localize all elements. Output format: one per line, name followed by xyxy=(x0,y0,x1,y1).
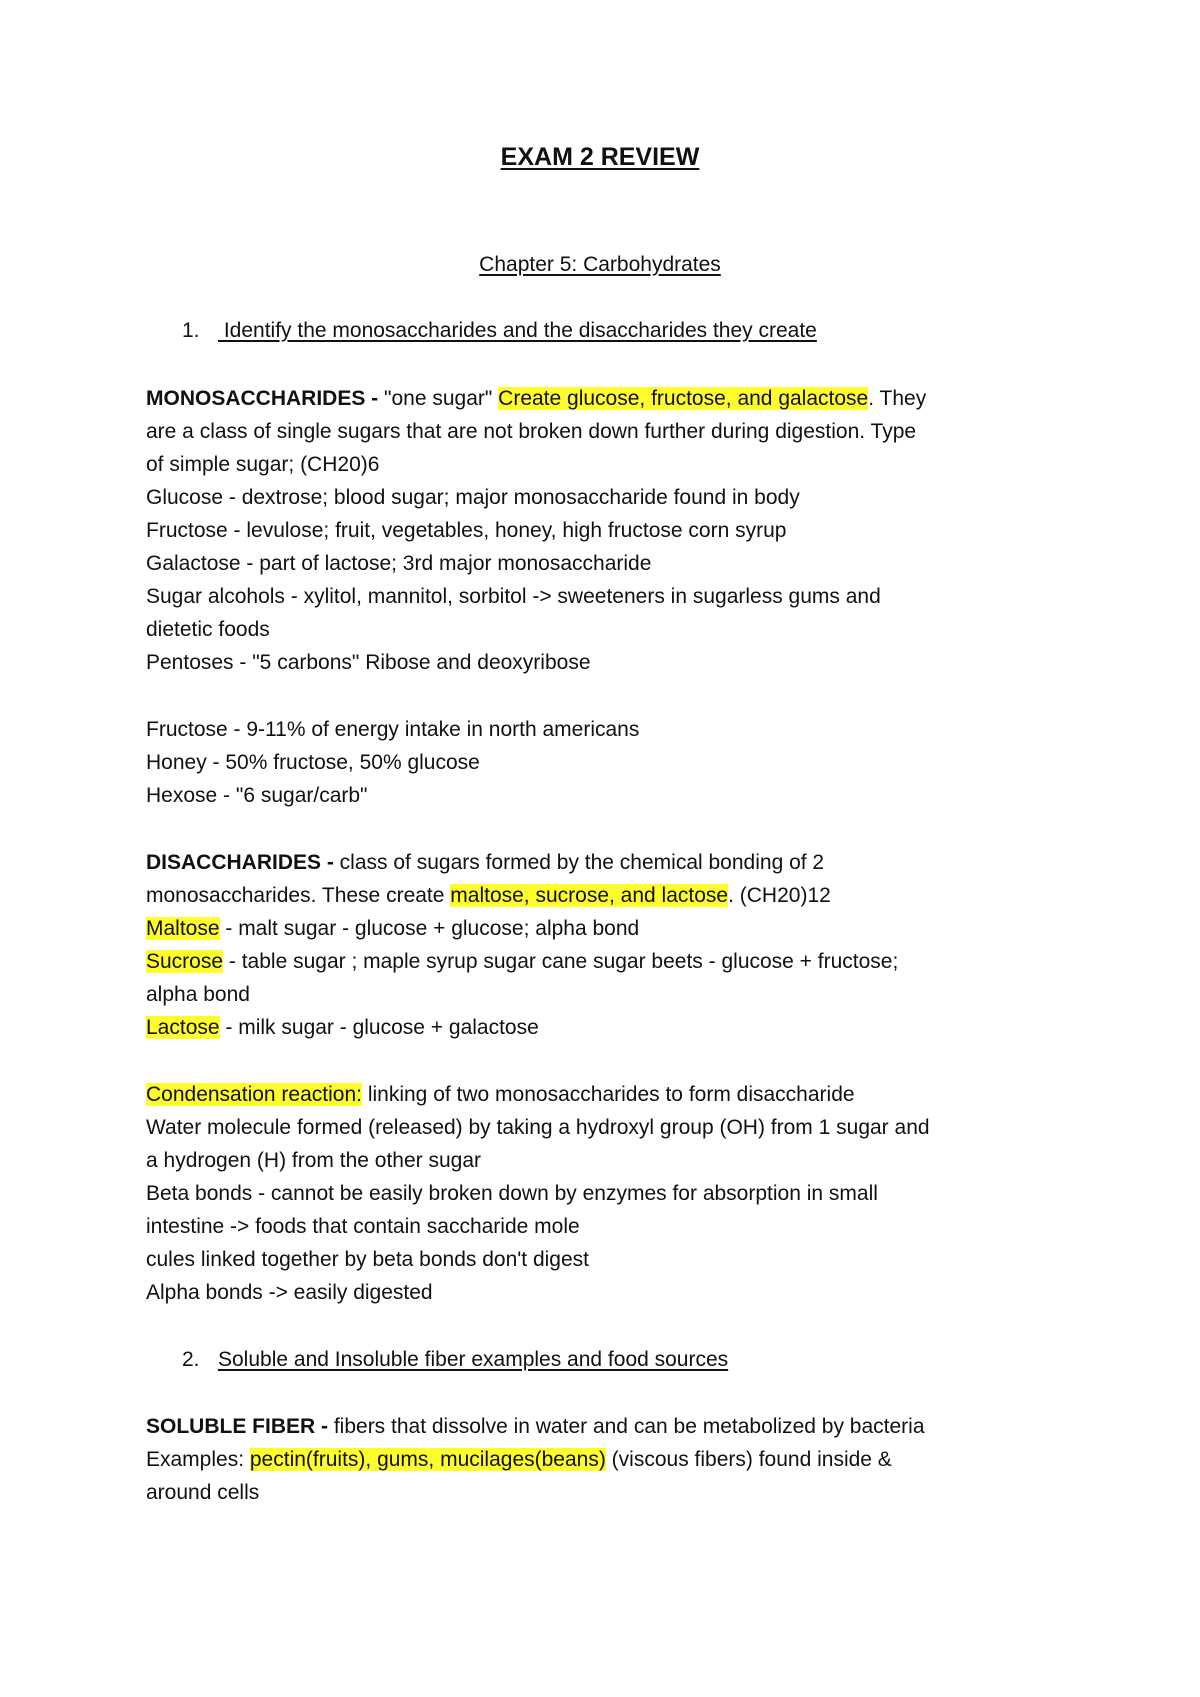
question-2: 2. Soluble and Insoluble fiber examples and food sources xyxy=(182,1348,729,1371)
di-line-sucrose: Sucrose - table sugar ; maple syrup sugar cane sugar beets - glucose + fructose; xyxy=(146,950,899,973)
mono-line-12: Hexose - "6 sugar/carb" xyxy=(146,784,368,807)
sol-heading: SOLUBLE FIBER - xyxy=(146,1415,328,1438)
mono-line-3: of simple sugar; (CH20)6 xyxy=(146,453,380,476)
cond-line-4: Beta bonds - cannot be easily broken down by enzymes for absorption in small xyxy=(146,1182,878,1205)
highlight: Condensation reaction: xyxy=(146,1083,362,1106)
cond-line-2: Water molecule formed (released) by taking a hydroxyl group (OH) from 1 sugar and xyxy=(146,1116,930,1139)
chapter-heading: Chapter 5: Carbohydrates xyxy=(479,253,721,276)
sol-line-1: SOLUBLE FIBER - fibers that dissolve in water and can be metabolized by bacteria xyxy=(146,1415,925,1438)
cond-line-7: Alpha bonds -> easily digested xyxy=(146,1281,433,1304)
di-line-2: monosaccharides. These create maltose, sucrose, and lactose. (CH20)12 xyxy=(146,884,831,907)
highlight: Lactose xyxy=(146,1016,220,1039)
sol-line-2: Examples: pectin(fruits), gums, mucilages(beans) (viscous fibers) found inside & xyxy=(146,1448,892,1471)
mono-line-10: Fructose - 9-11% of energy intake in north americans xyxy=(146,718,640,741)
question-1: 1. Identify the monosaccharides and the disaccharides they create xyxy=(182,319,817,342)
di-line-sucrose-2: alpha bond xyxy=(146,983,250,1006)
di-line-maltose: Maltose - malt sugar - glucose + glucose; alpha bond xyxy=(146,917,640,940)
mono-line-6: Galactose - part of lactose; 3rd major monosaccharide xyxy=(146,552,652,575)
mono-line-7: Sugar alcohols - xylitol, mannitol, sorbitol -> sweeteners in sugarless gums and xyxy=(146,585,881,608)
mono-line-9: Pentoses - "5 carbons" Ribose and deoxyribose xyxy=(146,651,591,674)
highlight: maltose, sucrose, and lactose xyxy=(450,884,729,907)
cond-line-3: a hydrogen (H) from the other sugar xyxy=(146,1149,481,1172)
mono-line-4: Glucose - dextrose; blood sugar; major monosaccharide found in body xyxy=(146,486,800,509)
di-line-1: DISACCHARIDES - class of sugars formed by the chemical bonding of 2 xyxy=(146,851,825,874)
di-line-lactose: Lactose - milk sugar - glucose + galactose xyxy=(146,1016,539,1039)
page-title: EXAM 2 REVIEW xyxy=(500,143,700,171)
highlight: pectin(fruits), gums, mucilages(beans) xyxy=(249,1448,606,1471)
mono-line-8: dietetic foods xyxy=(146,618,270,641)
mono-line-11: Honey - 50% fructose, 50% glucose xyxy=(146,751,480,774)
highlight: Create glucose, fructose, and galactose xyxy=(498,387,869,410)
cond-line-6: cules linked together by beta bonds don't digest xyxy=(146,1248,589,1271)
highlight: Maltose xyxy=(146,917,220,940)
mono-line-1: MONOSACCHARIDES - "one sugar" Create glucose, fructose, and galactose. They xyxy=(146,387,927,410)
highlight: Sucrose xyxy=(146,950,224,973)
cond-line-1: Condensation reaction: linking of two monosaccharides to form disaccharide xyxy=(146,1083,855,1106)
di-heading: DISACCHARIDES - xyxy=(146,851,334,874)
mono-line-2: are a class of single sugars that are not broken down further during digestion. Type xyxy=(146,420,917,443)
mono-heading: MONOSACCHARIDES - xyxy=(146,387,379,410)
mono-line-5: Fructose - levulose; fruit, vegetables, honey, high fructose corn syrup xyxy=(146,519,787,542)
sol-line-3: around cells xyxy=(146,1481,260,1504)
cond-line-5: intestine -> foods that contain saccharide mole xyxy=(146,1215,580,1238)
